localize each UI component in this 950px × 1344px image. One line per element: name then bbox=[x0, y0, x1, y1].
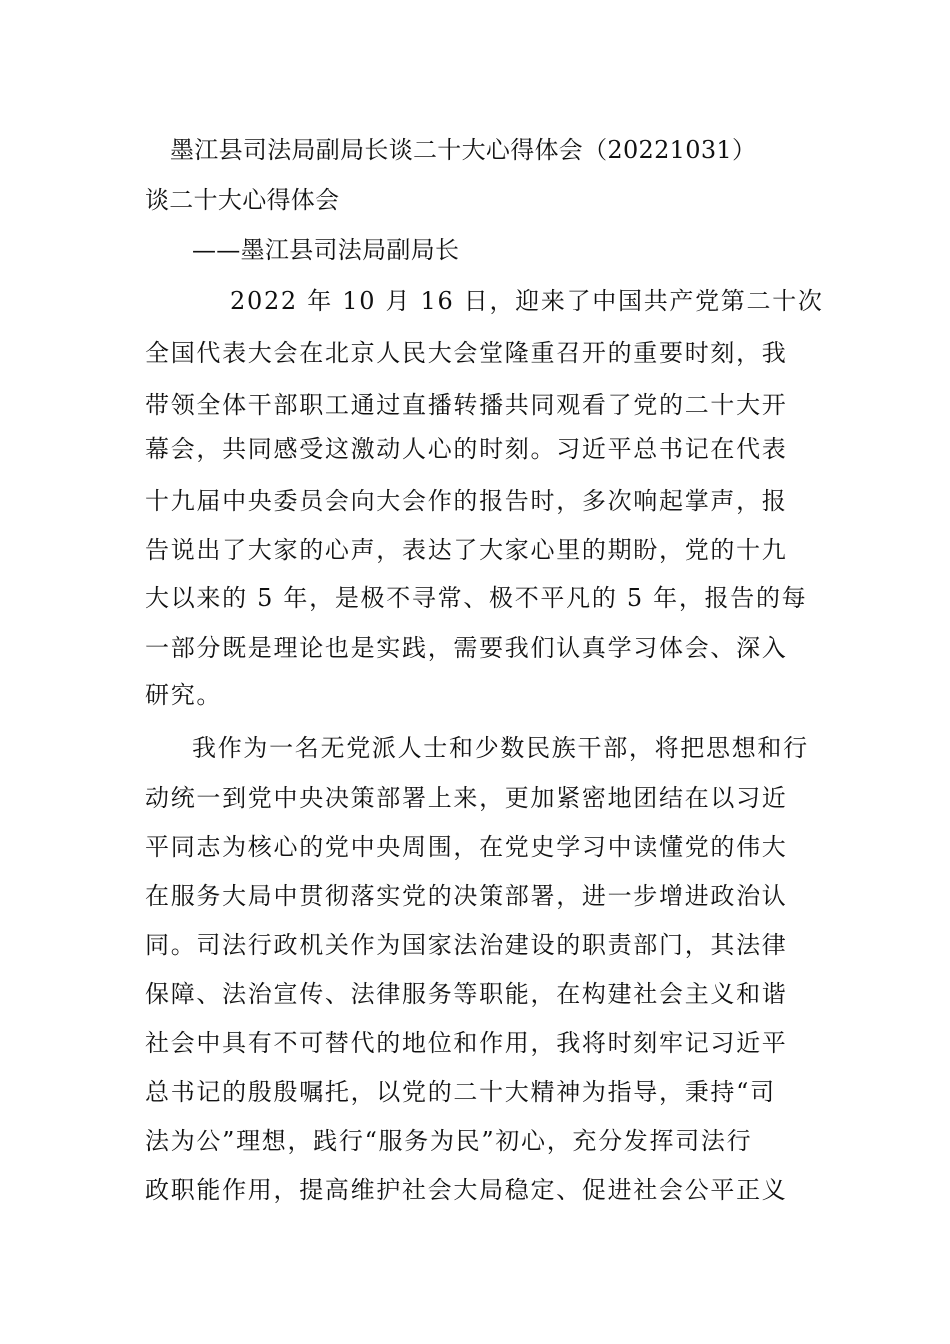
paragraph2-line: 我作为一名无党派人士和少数民族干部，将把思想和行 bbox=[192, 734, 809, 762]
paragraph2-line: 同。司法行政机关作为国家法治建设的职责部门，其法律 bbox=[145, 931, 788, 959]
paragraph2-line: 总书记的殷殷嘱托，以党的二十大精神为指导，秉持“司 bbox=[145, 1078, 776, 1106]
paragraph1-line: 十九届中央委员会向大会作的报告时，多次响起掌声，报 bbox=[145, 487, 788, 515]
paragraph2-line: 政职能作用，提高维护社会大局稳定、促进社会公平正义 bbox=[145, 1176, 788, 1204]
paragraph1-line: 大以来的 5 年，是极不寻常、极不平凡的 5 年，报告的每 bbox=[145, 584, 808, 612]
paragraph1-line: 研究。 bbox=[145, 681, 223, 709]
paragraph2-line: 在服务大局中贯彻落实党的决策部署，进一步增进政治认 bbox=[145, 882, 788, 910]
paragraph2-line: 保障、法治宣传、法律服务等职能，在构建社会主义和谐 bbox=[145, 980, 788, 1008]
paragraph1-line: 一部分既是理论也是实践，需要我们认真学习体会、深入 bbox=[145, 634, 788, 662]
paragraph1-line: 2022 年 10 月 16 日，迎来了中国共产党第二十次 bbox=[230, 287, 824, 315]
paragraph2-line: 动统一到党中央决策部署上来，更加紧密地团结在以习近 bbox=[145, 784, 788, 812]
paragraph2-line: 法为公”理想，践行“服务为民”初心，充分发挥司法行 bbox=[145, 1127, 753, 1155]
paragraph1-line: 带领全体干部职工通过直播转播共同观看了党的二十大开 bbox=[145, 391, 788, 419]
paragraph1-line: 全国代表大会在北京人民大会堂隆重召开的重要时刻，我 bbox=[145, 339, 788, 367]
document-title: 墨江县司法局副局长谈二十大心得体会（20221031） bbox=[170, 136, 757, 164]
paragraph2-line: 平同志为核心的党中央周围，在党史学习中读懂党的伟大 bbox=[145, 833, 788, 861]
paragraph1-line: 幕会，共同感受这激动人心的时刻。习近平总书记在代表 bbox=[145, 435, 788, 463]
paragraph1-line: 告说出了大家的心声，表达了大家心里的期盼，党的十九 bbox=[145, 536, 788, 564]
author-line: ——墨江县司法局副局长 bbox=[192, 236, 460, 264]
document-subtitle: 谈二十大心得体会 bbox=[145, 186, 340, 214]
paragraph2-line: 社会中具有不可替代的地位和作用，我将时刻牢记习近平 bbox=[145, 1029, 788, 1057]
